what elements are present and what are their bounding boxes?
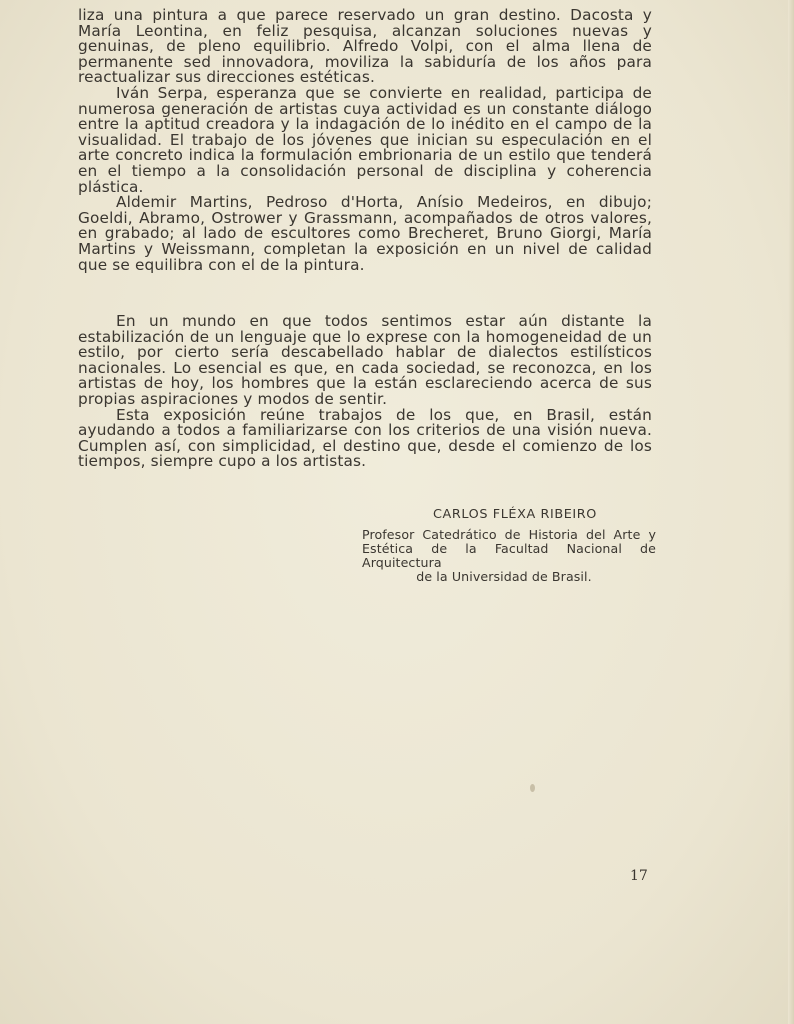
- paragraph: liza una pintura a que parece reservado un gran destino. Dacosta y María Leontina, en feliz pesquisa, alcanzan soluciones nuevas y genuinas, de pleno equilibrio. Alfredo Volpi, con el alma llena de permanente sed innovadora, moviliza la sabiduría de los años para reactualizar sus direcciones estéticas.: [78, 6, 652, 87]
- author-name: CARLOS FLÉXA RIBEIRO: [433, 507, 597, 522]
- paragraph: Esta exposición reúne trabajos de los que, en Brasil, están ayudando a todos a familiarizarse con los criterios de una visión nueva. Cumplen así, con simplicidad, el destino que, desde el comienzo de los tiempos, siempre cupo a los artistas.: [78, 405, 652, 471]
- paragraph: En un mundo en que todos sentimos estar aún distante la estabilización de un lenguaje que lo exprese con la homogeneidad de un estilo, por cierto sería descabellado hablar de dialectos estilísticos nacionales. Lo esencial es que, en cada sociedad, se reconozca, en los artistas de hoy, los hombres que la están esclareciendo acerca de sus propias aspiraciones y modos de sentir.: [78, 312, 652, 408]
- text-block-lower: [78, 314, 652, 470]
- text-block-upper: [78, 8, 652, 273]
- page-edge: [788, 0, 794, 1024]
- author-title-line: Estética de la Facultad Nacional de Arquitectura: [362, 541, 656, 570]
- signature-block: [362, 508, 656, 584]
- author-title-line: de la Universidad de Brasil.: [416, 569, 592, 584]
- author-title-line: Profesor Catedrático de Historia del Arte y: [362, 527, 656, 542]
- paper-speck: [530, 784, 535, 792]
- paragraph: Iván Serpa, esperanza que se convierte en realidad, participa de numerosa generación de artistas cuya actividad es un constante diálogo entre la aptitud creadora y la indagación de lo inédito en el campo de la visualidad. El trabajo de los jóvenes que inician su especulación en el arte concreto indica la formulación embrionaria de un estilo que tenderá en el tiempo a la consolidación personal de disciplina y coherencia plástica.: [78, 83, 652, 196]
- paragraph: Aldemir Martins, Pedroso d'Horta, Anísio Medeiros, en dibujo; Goeldi, Abramo, Ostrower y Grassmann, acompañados de otros valores, en grabado; al lado de escultores como Brecheret, Bruno Giorgi, María Martins y Weissmann, completan la exposición en un nivel de calidad que se equilibra con el de la pintura.: [78, 193, 652, 274]
- page-number: 17: [630, 868, 648, 884]
